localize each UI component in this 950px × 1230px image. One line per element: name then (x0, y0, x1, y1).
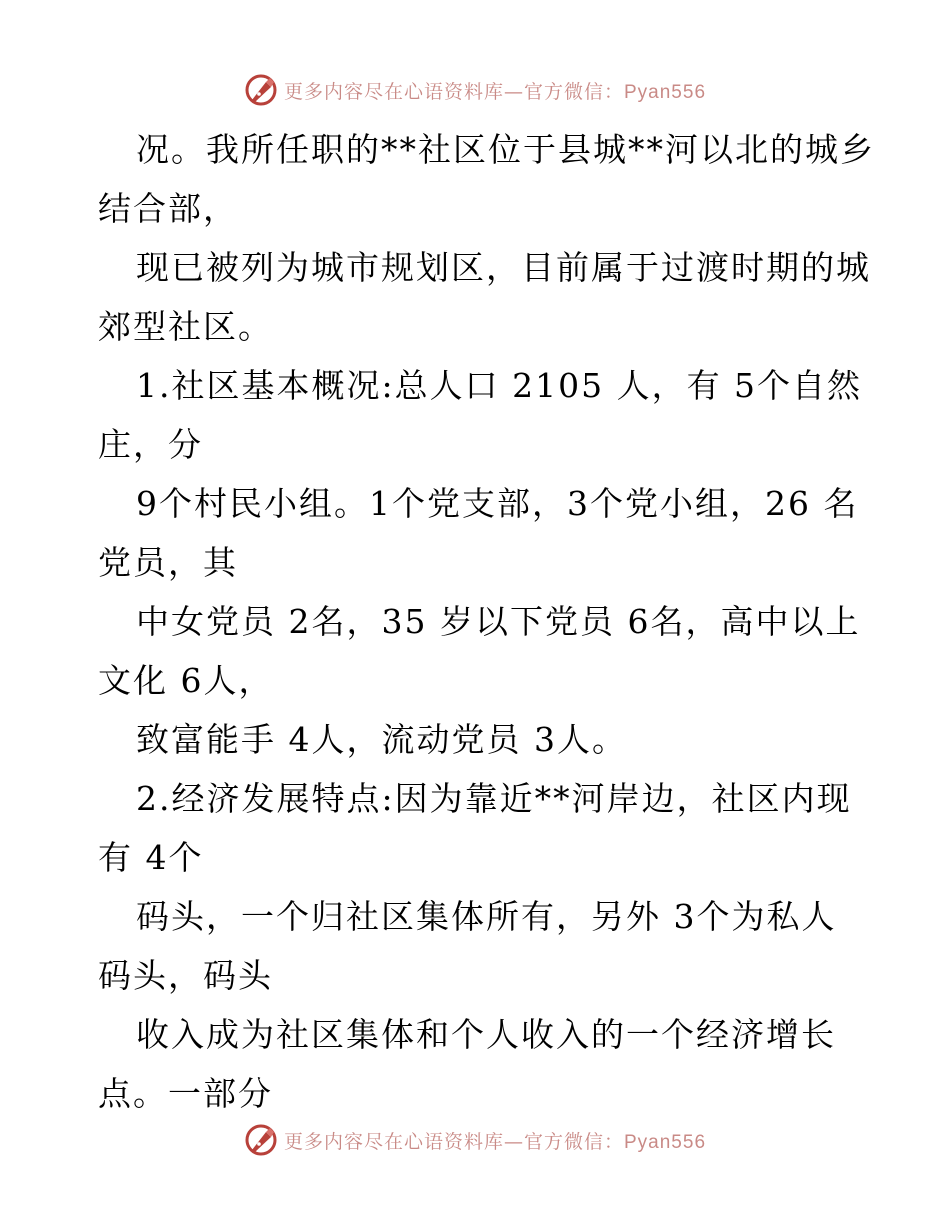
body-line: 2.经济发展特点:因为靠近**河岸边，社区内现 (136, 779, 852, 818)
body-line: 党员，其 (98, 543, 238, 582)
footer-banner-text (284, 1127, 706, 1154)
body-line: 9个村民小组。1个党支部，3个党小组，26 名 (136, 484, 859, 523)
header-banner-label: 更多内容尽在心语资料库—官方微信： (283, 80, 624, 103)
pen-nib-logo-icon (244, 73, 278, 107)
document-body (98, 120, 875, 1123)
body-line: 码头，一个归社区集体所有，另外 3个为私人 (136, 897, 837, 936)
body-line: 郊型社区。 (98, 307, 273, 346)
footer-banner-label: 更多内容尽在心语资料库—官方微信： (283, 1130, 624, 1153)
header-banner (0, 70, 950, 110)
body-line: 结合部， (98, 189, 238, 228)
body-line: 况。我所任职的**社区位于县城**河以北的城乡 (136, 130, 875, 169)
body-line: 庄，分 (98, 425, 203, 464)
body-line: 文化 6人， (98, 661, 274, 700)
footer-banner (0, 1120, 950, 1160)
body-line: 现已被列为城市规划区，目前属于过渡时期的城 (136, 248, 871, 287)
footer-wechat-id: Pyan556 (624, 1131, 707, 1153)
body-line: 有 4个 (98, 838, 204, 877)
pen-nib-logo-icon (244, 1123, 278, 1157)
header-wechat-id: Pyan556 (624, 81, 707, 103)
header-banner-text (284, 77, 706, 104)
body-line: 中女党员 2名，35 岁以下党员 6名，高中以上 (136, 602, 861, 641)
body-line: 致富能手 4人，流动党员 3人。 (136, 720, 627, 759)
body-line: 1.社区基本概况:总人口 2105 人，有 5个自然 (136, 366, 863, 405)
body-line: 收入成为社区集体和个人收入的一个经济增长 (136, 1015, 836, 1054)
body-line: 码头，码头 (98, 956, 273, 995)
body-line: 点。一部分 (98, 1074, 273, 1113)
